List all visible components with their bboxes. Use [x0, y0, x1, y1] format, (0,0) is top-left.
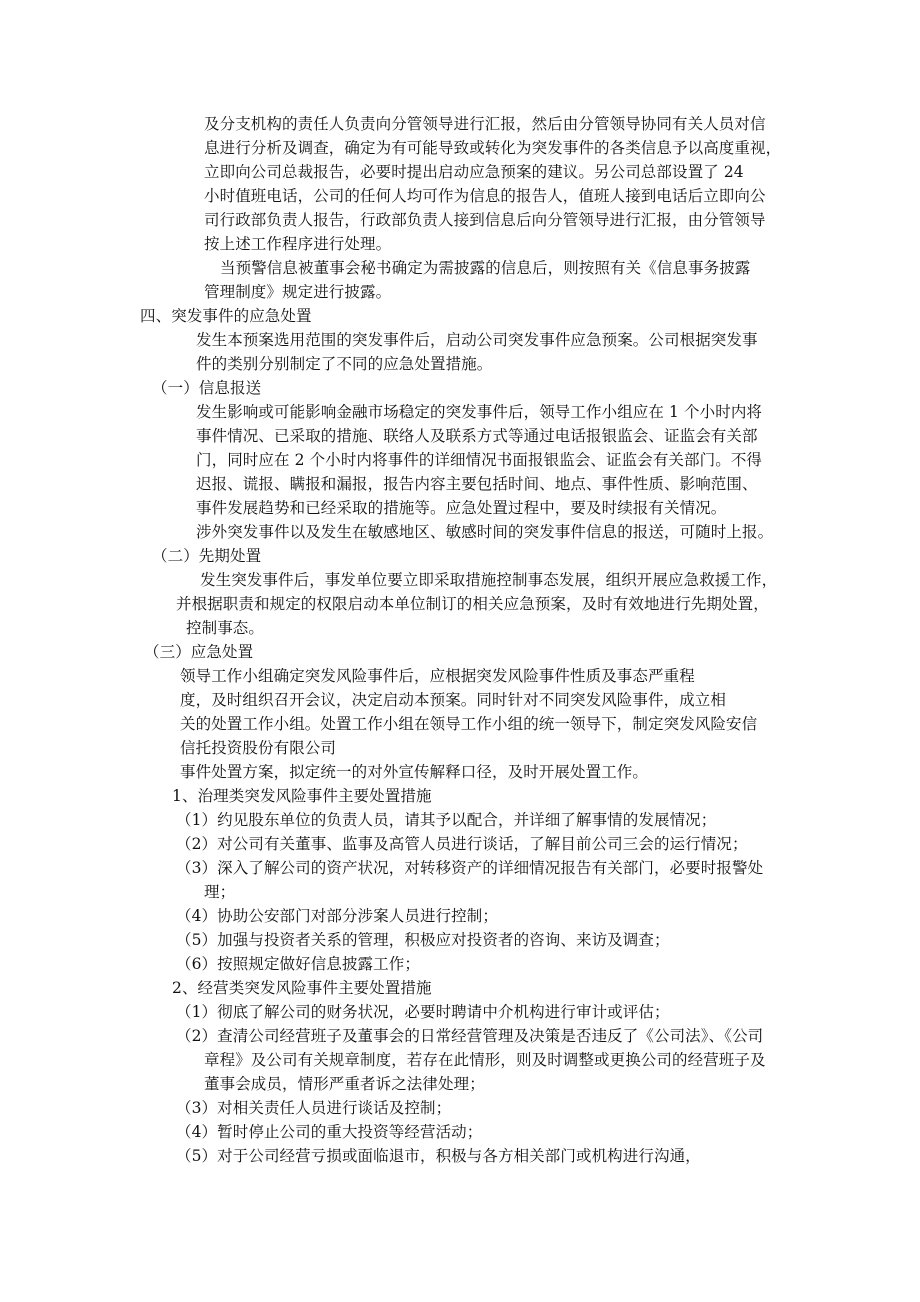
text-line: 章程》及公司有关规章制度，若存在此情形，则及时调整或更换公司的经营班子及 — [204, 1051, 766, 1069]
text-line: 按上述工作程序进行处理。 — [204, 235, 392, 253]
subsection-heading: （三）应急处置 — [144, 643, 254, 661]
text-line: 发生突发事件后，事发单位要立即采取措施控制事态发展，组织开展应急救援工作， — [200, 571, 778, 589]
text-line: 发生影响或可能影响金融市场稳定的突发事件后，领导工作小组应在 1 个小时内将 — [196, 403, 763, 421]
text-line: 门，同时应在 2 个小时内将事件的详细情况书面报银监会、证监会有关部门。不得 — [196, 451, 763, 469]
subsection-heading: （一）信息报送 — [152, 379, 262, 397]
list-heading: 2、经营类突发风险事件主要处置措施 — [172, 979, 432, 997]
list-item: （4）暂时停止公司的重大投资等经营活动； — [176, 1123, 483, 1141]
text-line: 司行政部负责人报告，行政部负责人接到信息后向分管领导进行汇报，由分管领导 — [204, 211, 766, 229]
text-line: 迟报、谎报、瞒报和漏报，报告内容主要包括时间、地点、事件性质、影响范围、 — [196, 475, 758, 493]
list-item: （5）对于公司经营亏损或面临退市，积极与各方相关部门或机构进行沟通， — [176, 1147, 701, 1165]
text-line: 领导工作小组确定突发风险事件后，应根据突发风险事件性质及事态严重程 — [180, 667, 695, 685]
list-item: （1）彻底了解公司的财务状况，必要时聘请中介机构进行审计或评估； — [176, 1003, 670, 1021]
list-item: （6）按照规定做好信息披露工作； — [176, 955, 420, 973]
text-line: 件的类别分别制定了不同的应急处置措施。 — [196, 355, 493, 373]
list-heading: 1、治理类突发风险事件主要处置措施 — [172, 787, 432, 805]
text-line: 事件情况、已采取的措施、联络人及联系方式等通过电话报银监会、证监会有关部 — [196, 427, 758, 445]
text-line: 并根据职责和规定的权限启动本单位制订的相关应急预案，及时有效地进行先期处置， — [176, 595, 769, 613]
text-line: 及分支机构的责任人负责向分管领导进行汇报，然后由分管领导协同有关人员对信 — [204, 115, 766, 133]
subsection-heading: （二）先期处置 — [152, 547, 262, 565]
list-item: （3）深入了解公司的资产状况，对转移资产的详细情况报告有关部门，必要时报警处 — [176, 859, 764, 877]
list-item: （5）加强与投资者关系的管理，积极应对投资者的咨询、来访及调查； — [176, 931, 670, 949]
text-line: 当预警信息被董事会秘书确定为需披露的信息后，则按照有关《信息事务披露 — [220, 259, 751, 277]
list-item: （4）协助公安部门对部分涉案人员进行控制； — [176, 907, 498, 925]
text-line: 息进行分析及调查，确定为有可能导致或转化为突发事件的各类信息予以高度重视， — [204, 139, 782, 157]
list-item: （2）查清公司经营班子及董事会的日常经营管理及决策是否违反了《公司法》、《公司 — [176, 1027, 764, 1045]
text-line: 发生本预案选用范围的突发事件后，启动公司突发事件应急预案。公司根据突发事 — [196, 331, 758, 349]
text-line: 小时值班电话，公司的任何人均可作为信息的报告人，值班人接到电话后立即向公 — [204, 187, 766, 205]
list-item: （1）约见股东单位的负责人员，请其予以配合，并详细了解事情的发展情况； — [176, 811, 717, 829]
text-line: 涉外突发事件以及发生在敏感地区、敏感时间的突发事件信息的报送，可随时上报。 — [196, 523, 774, 541]
text-line: 信托投资股份有限公司 — [180, 739, 337, 757]
list-item: （3）对相关责任人员进行谈话及控制； — [176, 1099, 452, 1117]
section-heading: 四、突发事件的应急处置 — [140, 307, 312, 325]
text-line: 理； — [204, 883, 236, 901]
text-line: 度，及时组织召开会议，决定启动本预案。同时针对不同突发风险事件，成立相 — [180, 691, 727, 709]
text-line: 关的处置工作小组。处置工作小组在领导工作小组的统一领导下，制定突发风险安信 — [180, 715, 758, 733]
text-line: 事件发展趋势和已经采取的措施等。应急处置过程中，要及时续报有关情况。 — [196, 499, 727, 517]
text-line: 管理制度》规定进行披露。 — [204, 283, 392, 301]
text-line: 董事会成员，情形严重者诉之法律处理； — [204, 1075, 485, 1093]
text-line: 事件处置方案，拟定统一的对外宣传解释口径，及时开展处置工作。 — [180, 763, 649, 781]
text-line: 立即向公司总裁报告，必要时提出启动应急预案的建议。另公司总部设置了 24 — [204, 163, 744, 181]
text-line: 控制事态。 — [186, 619, 265, 637]
list-item: （2）对公司有关董事、监事及高管人员进行谈话，了解目前公司三会的运行情况； — [176, 835, 748, 853]
